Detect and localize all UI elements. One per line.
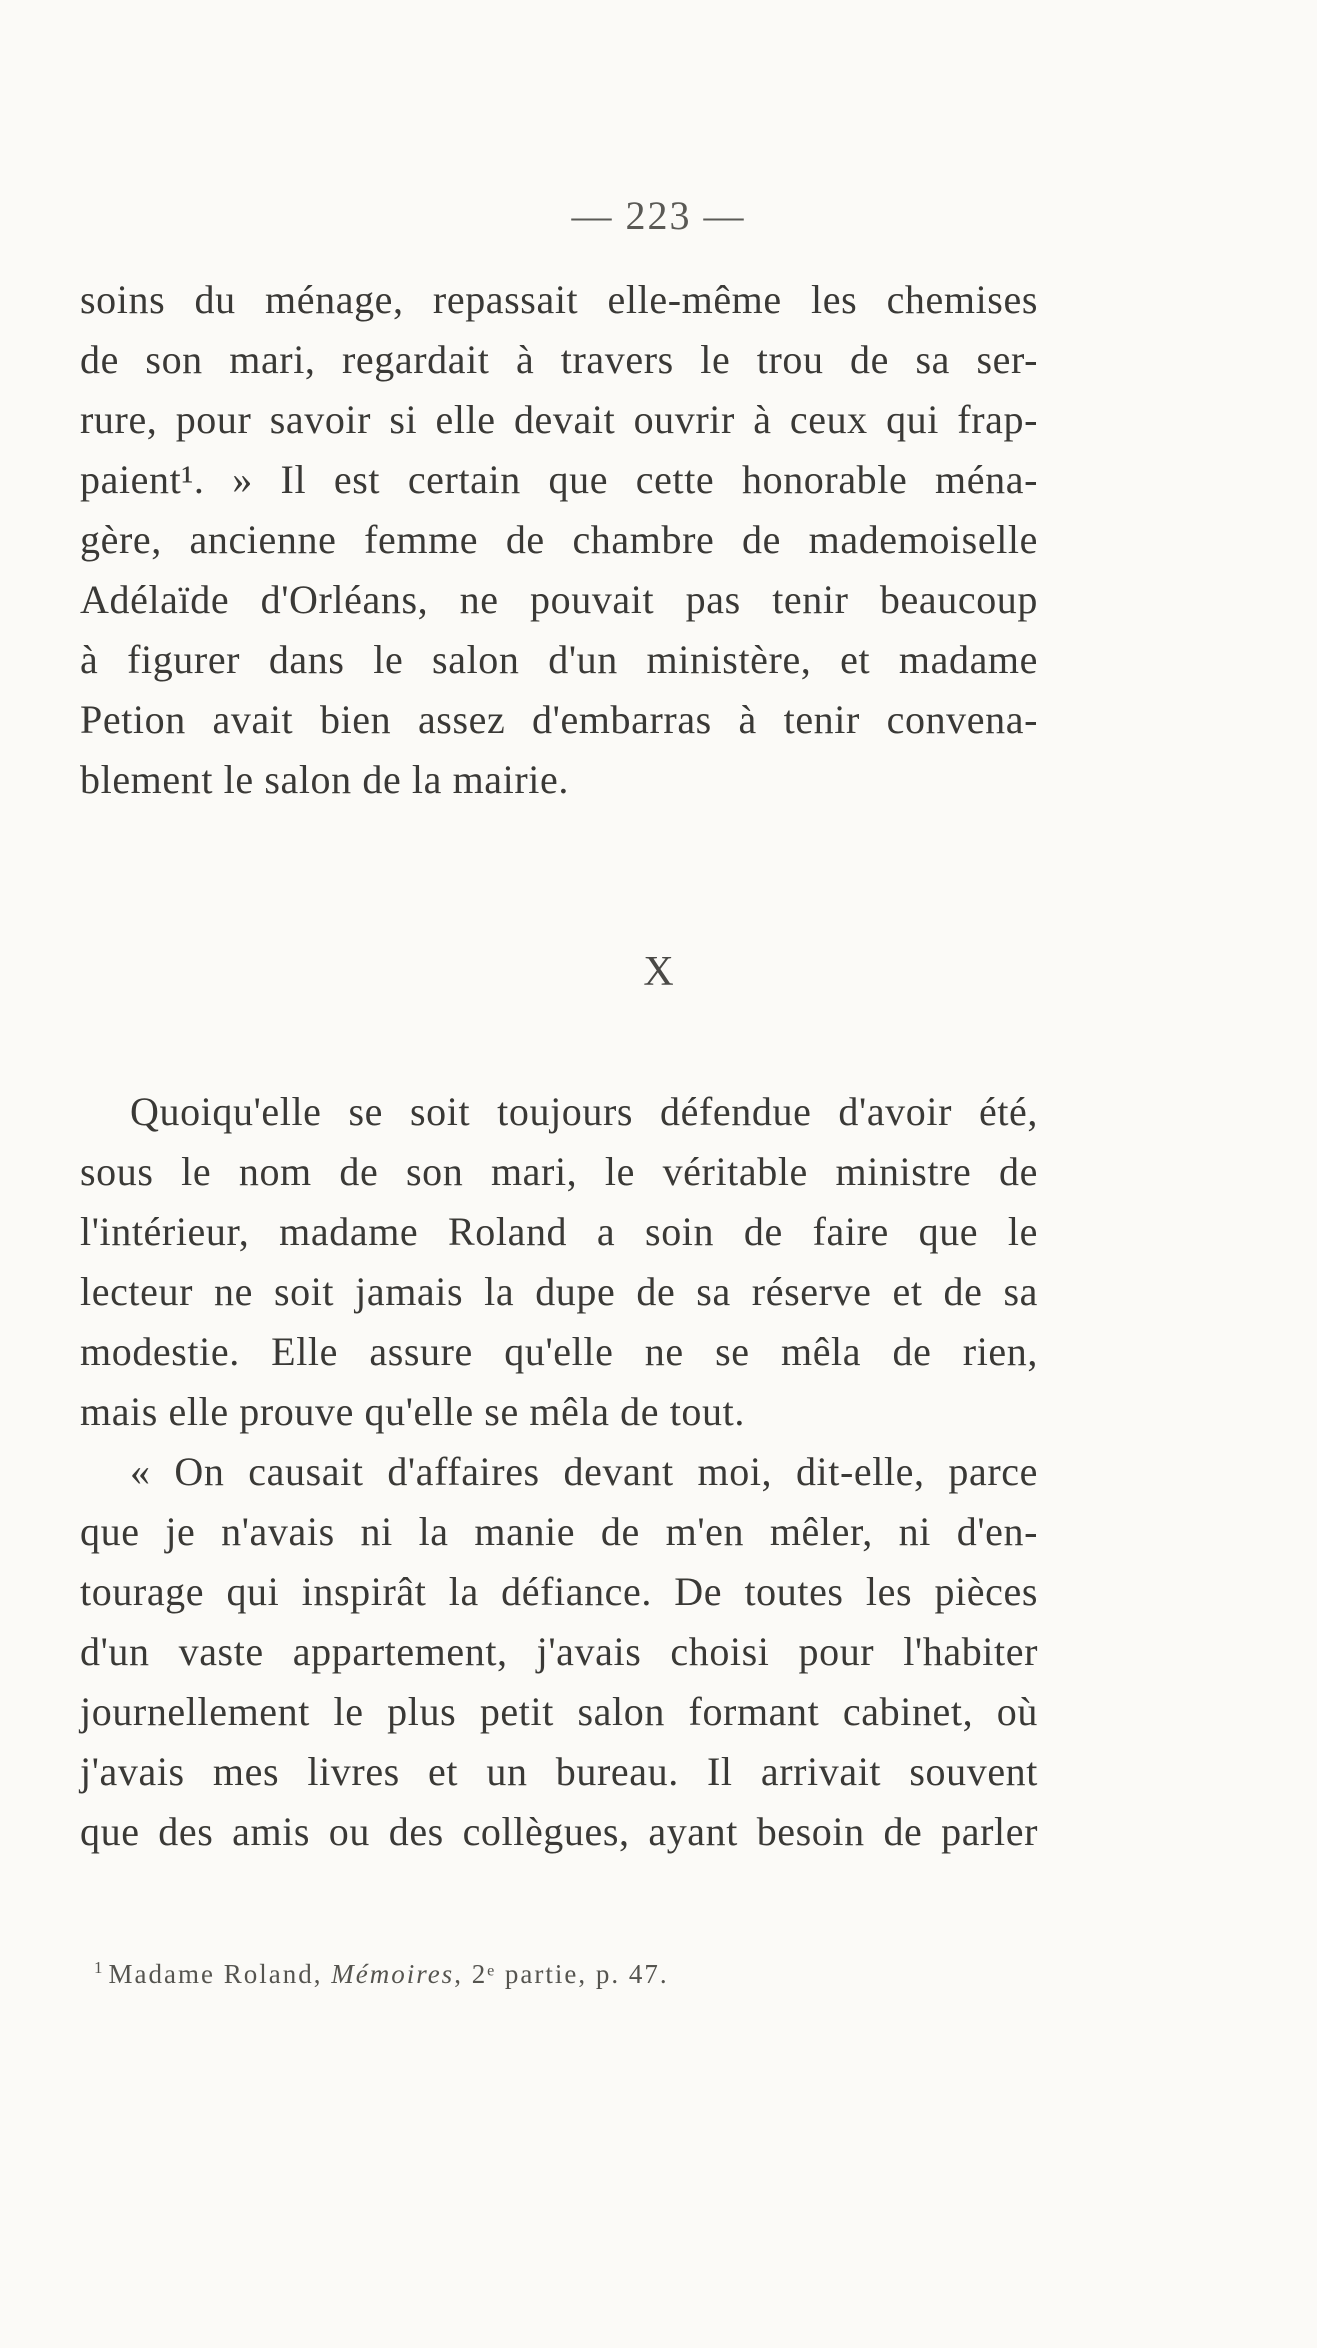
text-line: journellement le plus petit salon formant cabinet, où: [80, 1689, 1038, 1734]
section-heading: X: [643, 949, 674, 995]
footnote-author: Madame Roland,: [108, 1959, 323, 1989]
text-line: Adélaïde d'Orléans, ne pouvait pas tenir beaucoup: [80, 577, 1038, 622]
paragraph-1: [80, 270, 1038, 810]
text-line: sous le nom de son mari, le véritable ministre de: [80, 1149, 1038, 1194]
footnote-marker: 1: [94, 1958, 105, 1977]
page-number: — 223 —: [571, 193, 746, 238]
text-line: lecteur ne soit jamais la dupe de sa réserve et de sa: [80, 1269, 1038, 1314]
text-line: blement le salon de la mairie.: [80, 757, 569, 802]
text-line: Petion avait bien assez d'embarras à tenir convena-: [80, 697, 1038, 742]
text-line: Quoiqu'elle se soit toujours défendue d'avoir été,: [130, 1089, 1038, 1134]
text-line: tourage qui inspirât la défiance. De toutes les pièces: [80, 1569, 1038, 1614]
paragraph-2-3: [80, 1082, 1038, 1862]
text-line: que des amis ou des collègues, ayant besoin de parler: [80, 1809, 1038, 1854]
text-line: « On causait d'affaires devant moi, dit-elle, parce: [130, 1449, 1038, 1494]
footnote: [94, 1958, 669, 1990]
text-line: mais elle prouve qu'elle se mêla de tout.: [80, 1389, 745, 1434]
text-line: gère, ancienne femme de chambre de mademoiselle: [80, 517, 1038, 562]
text-line: j'avais mes livres et un bureau. Il arrivait souvent: [80, 1749, 1038, 1794]
text-line: soins du ménage, repassait elle-même les chemises: [80, 277, 1038, 322]
text-line: paient¹. » Il est certain que cette honorable ména-: [80, 457, 1038, 502]
text-line: que je n'avais ni la manie de m'en mêler, ni d'en-: [80, 1509, 1038, 1554]
text-line: modestie. Elle assure qu'elle ne se mêla de rien,: [80, 1329, 1038, 1374]
text-line: d'un vaste appartement, j'avais choisi pour l'habiter: [80, 1629, 1038, 1674]
text-line: rure, pour savoir si elle devait ouvrir à ceux qui frap-: [80, 397, 1038, 442]
text-line: de son mari, regardait à travers le trou de sa ser-: [80, 337, 1038, 382]
text-line: à figurer dans le salon d'un ministère, et madame: [80, 637, 1038, 682]
text-line: l'intérieur, madame Roland a soin de faire que le: [80, 1209, 1038, 1254]
footnote-rest: , 2ᵉ partie, p. 47.: [454, 1959, 669, 1989]
footnote-title: Mémoires: [331, 1959, 455, 1989]
